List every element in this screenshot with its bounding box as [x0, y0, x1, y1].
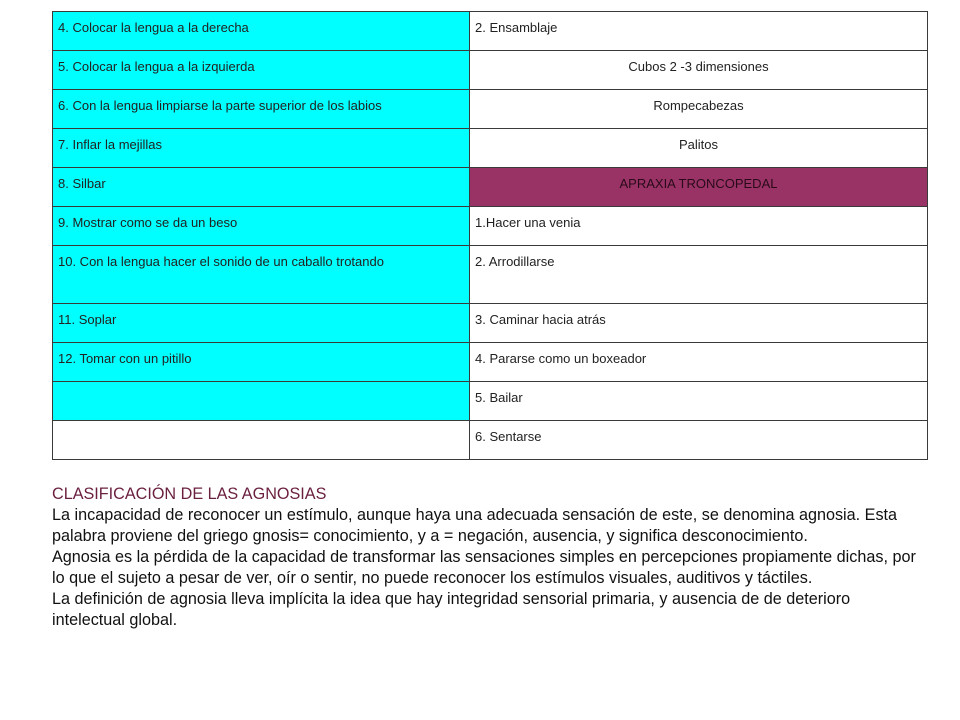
table-row	[53, 129, 928, 168]
table-cell-right: 2. Ensamblaje	[470, 12, 928, 51]
paragraph-implication: La definición de agnosia lleva implícita la idea que hay integridad sensorial primaria, y ausencia de de deterioro intelectual global.	[52, 590, 851, 629]
table-cell-right: 6. Sentarse	[470, 421, 928, 460]
agnosia-section	[52, 484, 922, 631]
paragraph-explanation: Agnosia es la pérdida de la capacidad de transformar las sensaciones simples en percepciones propiamente dichas, por lo que el sujeto a pesar de ver, oír o sentir, no puede reconocer los estímulos visuales, auditivos y táctiles.	[52, 548, 916, 587]
table-cell-right: 4. Pararse como un boxeador	[470, 343, 928, 382]
table-cell-left: 7. Inflar la mejillas	[53, 129, 470, 168]
table-row	[53, 382, 928, 421]
section-heading: CLASIFICACIÓN DE LAS AGNOSIAS	[52, 485, 327, 503]
table-cell-right: 5. Bailar	[470, 382, 928, 421]
table-cell-right: Palitos	[470, 129, 928, 168]
table-cell-right: 1.Hacer una venia	[470, 207, 928, 246]
section-header-cell: APRAXIA TRONCOPEDAL	[470, 168, 928, 207]
table-cell-left: 6. Con la lengua limpiarse la parte superior de los labios	[53, 90, 470, 129]
table-cell-left-empty	[53, 421, 470, 460]
table-row	[53, 343, 928, 382]
table-cell-left: 5. Colocar la lengua a la izquierda	[53, 51, 470, 90]
table-row	[53, 51, 928, 90]
activities-table	[52, 11, 928, 460]
table-row	[53, 304, 928, 343]
table-row	[53, 207, 928, 246]
table-row	[53, 12, 928, 51]
table-cell-left: 8. Silbar	[53, 168, 470, 207]
table-row	[53, 246, 928, 304]
table-row	[53, 421, 928, 460]
table-cell-right: 3. Caminar hacia atrás	[470, 304, 928, 343]
table-cell-left: 11. Soplar	[53, 304, 470, 343]
table-cell-left: 10. Con la lengua hacer el sonido de un caballo trotando	[53, 246, 470, 304]
table-cell-left: 4. Colocar la lengua a la derecha	[53, 12, 470, 51]
table-cell-left-empty	[53, 382, 470, 421]
table-cell-right: 2. Arrodillarse	[470, 246, 928, 304]
table-row	[53, 168, 928, 207]
table-row	[53, 90, 928, 129]
table-cell-right: Cubos 2 -3 dimensiones	[470, 51, 928, 90]
table-cell-left: 9. Mostrar como se da un beso	[53, 207, 470, 246]
table-cell-right: Rompecabezas	[470, 90, 928, 129]
paragraph-definition: La incapacidad de reconocer un estímulo, aunque haya una adecuada sensación de este, se denomina agnosia. Esta palabra proviene del griego gnosis= conocimiento, y a = negación, ausencia, y significa desconocimiento.	[52, 506, 898, 545]
table-cell-left: 12. Tomar con un pitillo	[53, 343, 470, 382]
